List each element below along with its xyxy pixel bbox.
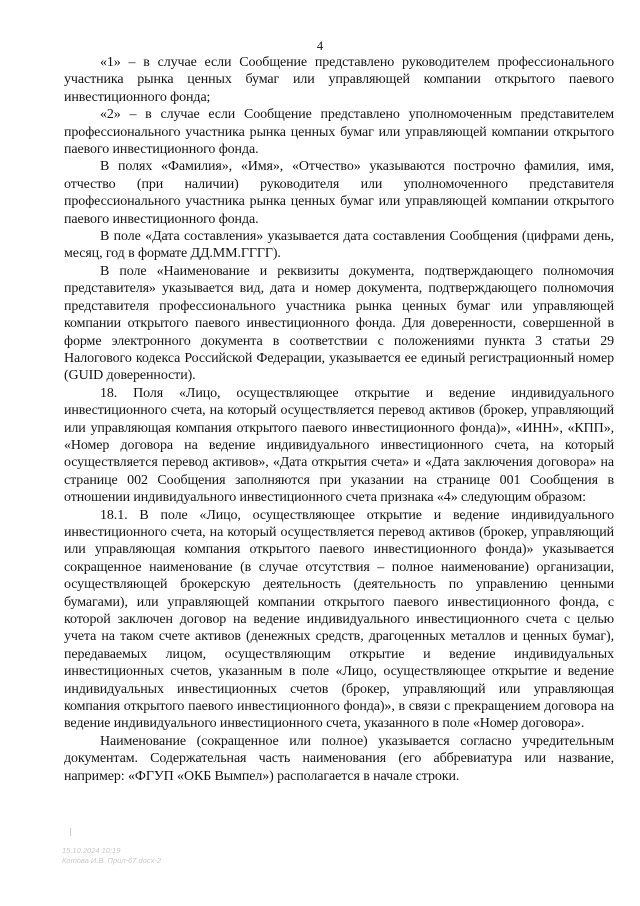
document-body	[64, 54, 614, 785]
paragraph-name-fields: В полях «Фамилия», «Имя», «Отчество» указываются построчно фамилия, имя, отчество (при наличии) руководителя или уполномоченного представителя профессионального участника рынка ценных бумаг или управляющей компании открытого паевого инвестиционного фонда.	[64, 159, 614, 227]
page-footer	[62, 846, 161, 866]
paragraph-sign-2: «2» – в случае если Сообщение представлено уполномоченным представителем профессионального участника рынка ценных бумаг или управляющей компании открытого паевого инвестиционного фонда.	[64, 107, 614, 158]
margin-mark	[70, 828, 71, 836]
paragraph-organization-name: Наименование (сокращенное или полное) указывается согласно учредительным документам. Содержательная часть наименования (его аббревиатура или название, например: «ФГУП «ОКБ Вымпел») располагается в начале строки.	[64, 733, 614, 784]
footer-timestamp: 15.10.2024 10:19	[62, 846, 121, 855]
page-number: 4	[316, 39, 324, 53]
footer-file-info: Котова И.В. Прил-67.docx-2	[62, 856, 161, 865]
paragraph-section-18: 18. Поля «Лицо, осуществляющее открытие и ведение индивидуального инвестиционного счета, на который осуществляется перевод активов (брокер, управляющий или управляющая компания открытого паевого инвестиционного фонда)», «ИНН», «КПП», «Номер договора на ведение индивидуального инвестиционного счета, на который осуществляется перевод активов», «Дата открытия счета» и «Дата заключения договора» на странице 002 Сообщения заполняются при указании на странице 001 Сообщения в отношении индивидуального инвестиционного счета признака «4» следующим образом:	[64, 385, 614, 506]
paragraph-sign-1: «1» – в случае если Сообщение представлено руководителем профессионального участника рынка ценных бумаг или управляющей компании открытого паевого инвестиционного фонда;	[64, 55, 614, 105]
paragraph-section-18-1: 18.1. В поле «Лицо, осуществляющее открытие и ведение индивидуального инвестиционного счета, на который осуществляется перевод активов (брокер, управляющий или управляющая компания открытого паевого инвестиционного фонда)» указывается сокращенное наименование (в случае отсутствия – полное наименование) организации, осуществляющей брокерскую деятельность (деятельность по управлению ценными бумагами), или управляющей компании открытого паевого инвестиционного фонда, с которой заключен договор на ведение индивидуального инвестиционного счета с целью учета на таком счете активов (денежных средств, драгоценных металлов и ценных бумаг), передаваемых лицом, осуществляющим открытие и ведение индивидуальных инвестиционных счетов, указанным в поле «Лицо, осуществляющее открытие и ведение индивидуальных инвестиционных счетов (брокер, управляющий или управляющая компания открытого паевого инвестиционного фонда)», в связи с прекращением договора на ведение индивидуального инвестиционного счета, указанного в поле «Номер договора».	[64, 507, 614, 732]
paragraph-date-field: В поле «Дата составления» указывается дата составления Сообщения (цифрами день, месяц, год в формате ДД.ММ.ГГГГ).	[64, 229, 614, 262]
paragraph-authority-document: В поле «Наименование и реквизиты документа, подтверждающего полномочия представителя» указывается вид, дата и номер документа, подтверждающего полномочия представителя профессионального участника рынка ценных бумаг или управляющей компании открытого паевого инвестиционного фонда. Для доверенности, совершенной в форме электронного документа в соответствии с положениями пункта 3 статьи 29 Налогового кодекса Российской Федерации, указывается ее единый регистрационный номер (GUID доверенности).	[64, 263, 614, 384]
